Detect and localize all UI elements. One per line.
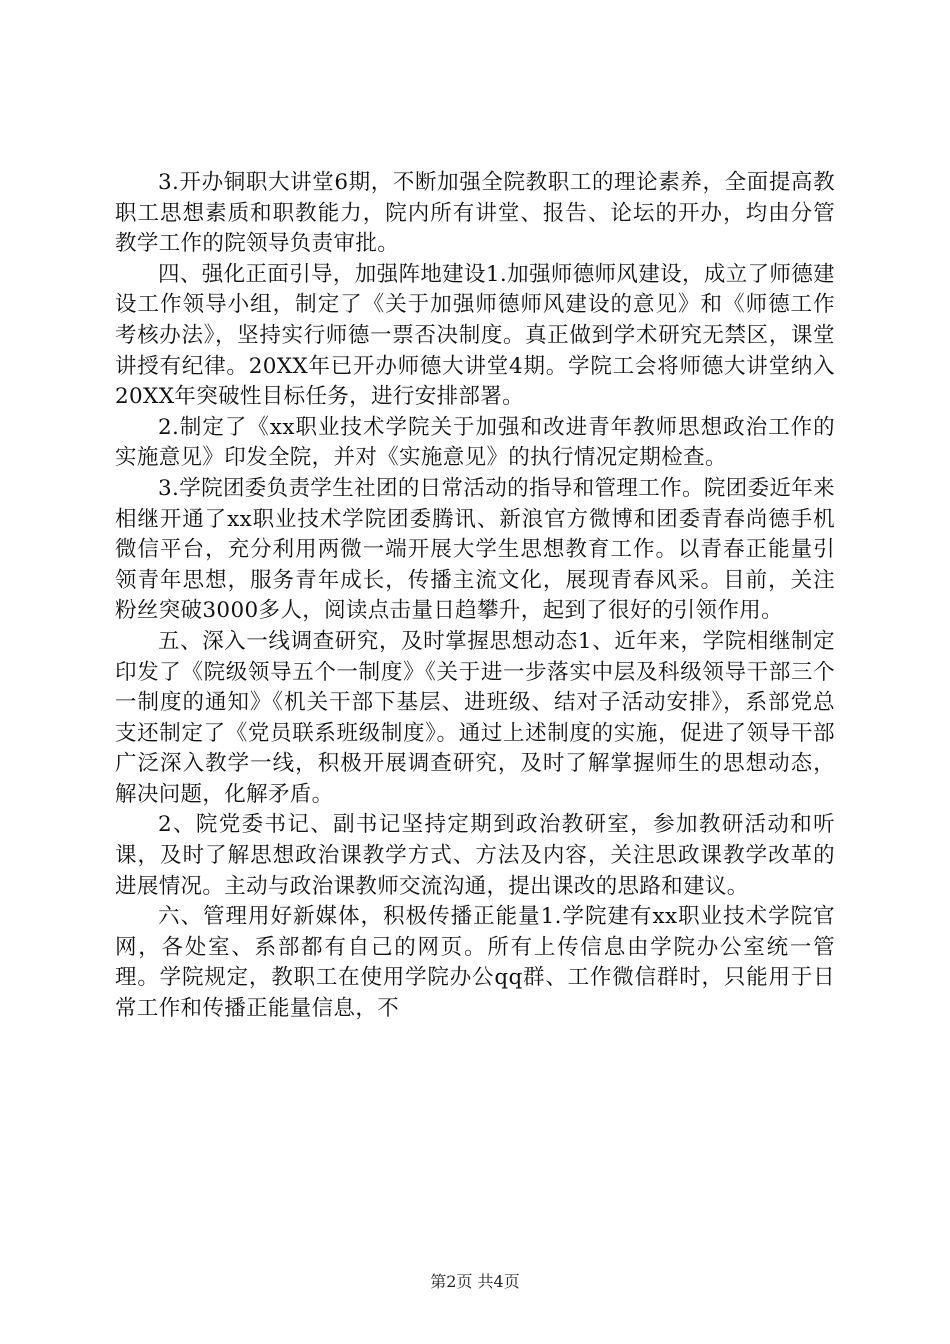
paragraph-6: 2、院党委书记、副书记坚持定期到政治教研室，参加教研活动和听课，及时了解思想政治课教学方式、方法及内容，关注思政课教学改革的进展情况。主动与政治课教师交流沟通，提出课改的思路和建议。 — [115, 812, 835, 899]
paragraph-7: 六、管理用好新媒体，积极传播正能量1.学院建有xx职业技术学院官网，各处室、系部都有自己的网页。所有上传信息由学院办公室统一管理。学院规定，教职工在使用学院办公qq群、工作微信群时，只能用于日常工作和传播正能量信息，不 — [115, 904, 835, 1022]
paragraph-3: 2.制定了《xx职业技术学院关于加强和改进青年教师思想政治工作的实施意见》印发全院，并对《实施意见》的执行情况定期检查。 — [115, 414, 835, 471]
page-number-footer: 第2页 共4页 — [430, 1272, 520, 1291]
document-body — [115, 168, 835, 1025]
paragraph-5: 五、深入一线调查研究，及时掌握思想动态1、近年来，学院相继制定印发了《院级领导五个一制度》《关于进一步落实中层及科级领导干部三个一制度的通知》《机关干部下基层、进班级、结对子活动安排》，系部党总支还制定了《党员联系班级制度》。通过上述制度的实施，促进了领导干部广泛深入教学一线，积极开展调查研究，及时了解掌握师生的思想动态，解决问题，化解矛盾。 — [115, 628, 835, 807]
paragraph-4: 3.学院团委负责学生社团的日常活动的指导和管理工作。院团委近年来相继开通了xx职业技术学院团委腾讯、新浪官方微博和团委青春尚德手机微信平台，充分利用两微一端开展大学生思想教育工作。以青春正能量引领青年思想，服务青年成长，传播主流文化，展现青春风采。目前，关注粉丝突破3000多人，阅读点击量日趋攀升，起到了很好的引领作用。 — [115, 475, 835, 624]
paragraph-2: 四、强化正面引导，加强阵地建设1.加强师德师风建设，成立了师德建设工作领导小组，制定了《关于加强师德师风建设的意见》和《师德工作考核办法》，坚持实行师德一票否决制度。真正做到学术研究无禁区，课堂讲授有纪律。20XX年已开办师德大讲堂4期。学院工会将师德大讲堂纳入20XX年突破性目标任务，进行安排部署。 — [115, 261, 835, 410]
paragraph-1: 3.开办铜职大讲堂6期，不断加强全院教职工的理论素养，全面提高教职工思想素质和职教能力，院内所有讲堂、报告、论坛的开办，均由分管教学工作的院领导负责审批。 — [115, 170, 835, 257]
